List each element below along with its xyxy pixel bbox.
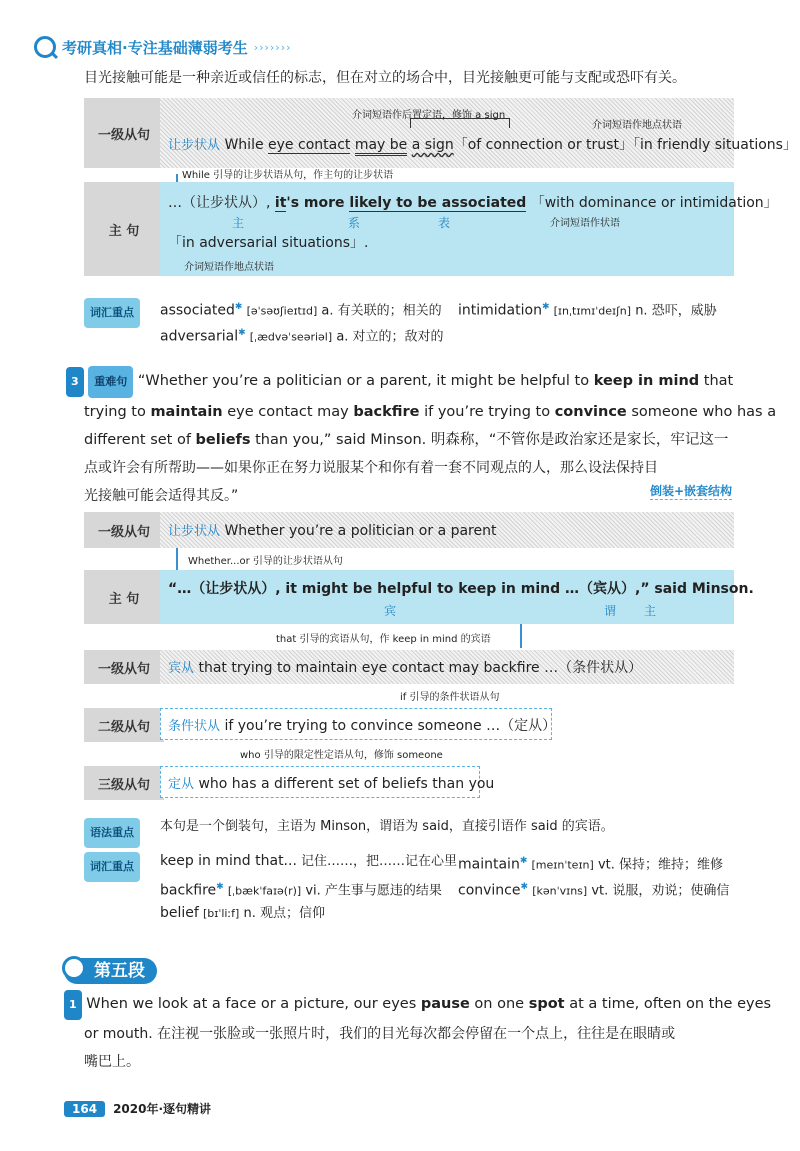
vocab-item: backfire✱ [ˌbækˈfaɪə(r)] vi. 产生事与愿违的结果 <box>160 882 442 899</box>
label-link: 系 <box>348 216 361 230</box>
grammar-text: 本句是一个倒装句，主语为 Minson，谓语为 said，直接引语作 said 的宾语。 <box>160 819 614 834</box>
label-subject: 主 <box>232 216 245 230</box>
label-obj: 宾 <box>384 604 397 618</box>
page-header <box>34 34 292 60</box>
magnifier-icon <box>34 36 56 58</box>
row-label: 主 句 <box>84 570 164 624</box>
vocab-item: intimidation✱ [ɪnˌtɪmɪˈdeɪʃn] n. 恐吓，威胁 <box>458 302 717 319</box>
sentence-row2: …（让步状从）, it's more likely to be associated 「with dominance or intimidation」 <box>168 195 778 211</box>
header-title: 考研真相·专注基础薄弱考生 <box>62 38 248 57</box>
magnifier-icon <box>62 956 86 980</box>
page-footer <box>64 1100 211 1117</box>
vocab-badge: 词汇重点 <box>84 852 140 882</box>
section-title: 第五段 <box>64 958 157 984</box>
note-right: 介词短语作地点状语 <box>592 120 682 131</box>
s3-line1: 3 重难句 “Whether you’re a politician or a parent, it might be helpful to keep in mind that <box>66 366 746 398</box>
vocab-item: associated✱ [əˈsəʊʃieɪtɪd] a. 有关联的；相关的 <box>160 302 442 319</box>
vocab-item: adversarial✱ [ˌædvəˈseəriəl] a. 对立的；敌对的 <box>160 328 444 345</box>
t2-note3: if 引导的条件状语从句 <box>400 692 500 703</box>
row-label: 一级从句 <box>84 512 164 548</box>
t2-row5: 定从 who has a different set of beliefs than you <box>168 776 495 792</box>
s5-line3: 嘴巴上。 <box>84 1054 140 1070</box>
analysis-table-1 <box>84 98 797 276</box>
note-p1: 介词短语作状语 <box>550 218 620 229</box>
vocab-item: belief [bɪˈliːf] n. 观点；信仰 <box>160 905 325 921</box>
t2-note4: who 引导的限定性定语从句，修饰 someone <box>240 750 443 761</box>
s3-line3: different set of beliefs than you,” said Minson. 明森称，“不管你是政治家还是家长，牢记这一 <box>84 432 729 448</box>
between-note: While 引导的让步状语从句，作主句的让步状语 <box>182 170 394 181</box>
note-p2: 介词短语作地点状语 <box>184 262 274 273</box>
row-label: 一级从句 <box>84 98 164 168</box>
side-note: 倒装+嵌套结构 <box>649 484 732 498</box>
grammar-badge: 语法重点 <box>84 818 140 848</box>
t2-row2: “…（让步状从）, it might be helpful to keep in mind …（宾从）,” said Minson. <box>168 581 754 597</box>
s3-line5: 光接触可能会适得其反。” <box>84 488 239 504</box>
vocab-item: convince✱ [kənˈvɪns] vt. 说服，劝说；使确信 <box>458 882 730 899</box>
section-5-header <box>64 956 157 981</box>
row-label: 主 句 <box>84 182 164 276</box>
label-subject: 主 <box>644 604 657 618</box>
arrow-down <box>520 624 522 648</box>
s3-line2: trying to maintain eye contact may backfire if you’re trying to convince someone who has a <box>84 404 777 420</box>
intro-translation: 目光接触可能是一种亲近或信任的标志，但在对立的场合中，目光接触更可能与支配或恐吓有关。 <box>84 70 686 86</box>
t2-note2: that 引导的宾语从句，作 keep in mind 的宾语 <box>276 634 491 645</box>
section-5-paragraph <box>64 990 772 1076</box>
t2-row1: 让步状从 Whether you’re a politician or a parent <box>168 523 497 539</box>
note-top: 介词短语作后置定语，修饰 a sign <box>352 110 506 121</box>
bracket-line <box>410 118 510 128</box>
label-verb: 谓 <box>604 604 617 618</box>
t2-note1: Whether...or 引导的让步状语从句 <box>188 556 343 567</box>
book-title: 2020年·逐句精讲 <box>113 1102 212 1116</box>
label-pred: 表 <box>438 216 451 230</box>
s3-line4: 点或许会有所帮助——如果你正在努力说服某个和你有着一套不同观点的人，那么设法保持目 <box>84 460 658 476</box>
row-label: 三级从句 <box>84 766 164 800</box>
t2-row4: 条件状从 if you’re trying to convince someone …（定从） <box>168 718 557 734</box>
sentence-row2b: 「in adversarial situations」. <box>168 235 369 251</box>
vocab-item: maintain✱ [meɪnˈteɪn] vt. 保持；维持；维修 <box>458 856 723 873</box>
row-label: 二级从句 <box>84 708 164 742</box>
sentence-row1: 让步状从 While eye contact may be a sign「of connection or trust」「in friendly situations」 <box>168 134 797 154</box>
s5-line1: 1 When we look at a face or a picture, our eyes pause on one spot at a time, often on the eyes <box>64 990 744 1020</box>
vocab-item: keep in mind that... 记住……，把……记在心里 <box>160 853 458 869</box>
vocab-badge: 词汇重点 <box>84 298 140 328</box>
s5-line2: or mouth. 在注视一张脸或一张照片时，我们的目光每次都会停留在一个点上，往往是在眼睛或 <box>84 1026 676 1042</box>
chevron-icons: ››››››› <box>253 40 292 54</box>
row-label: 一级从句 <box>84 650 164 684</box>
page-number: 164 <box>64 1101 105 1117</box>
t2-row3: 宾从 that trying to maintain eye contact may backfire …（条件状从） <box>168 660 643 676</box>
sentence-3 <box>66 366 777 510</box>
analysis-table-2 <box>84 512 754 804</box>
